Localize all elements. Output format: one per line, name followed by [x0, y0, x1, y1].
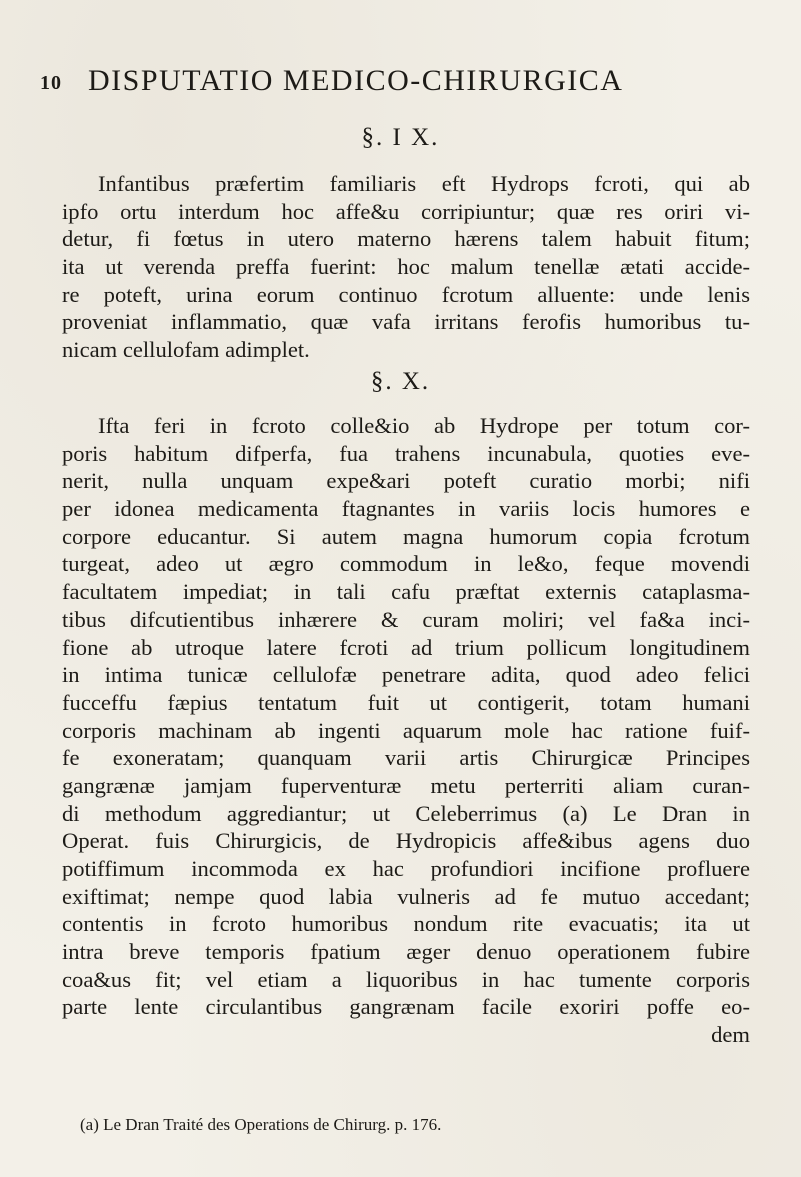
text-line: contentis in fcroto humoribus nondum rite evacuatis; ita ut: [62, 911, 750, 937]
text-line: exiftimat; nempe quod labia vulneris ad fe mutuo accedant;: [62, 883, 750, 909]
running-head: [40, 64, 780, 104]
text-line: fe exoneratam; quanquam varii artis Chirurgicæ Principes: [62, 745, 750, 771]
text-line: re poteft, urina eorum continuo fcrotum alluente: unde lenis: [62, 281, 750, 307]
text-line: fione ab utroque latere fcroti ad trium pollicum longitudinem: [62, 634, 750, 660]
text-line: parte lente circulantibus gangrænam facile exoriri poffe eo-: [62, 994, 750, 1020]
text-line: fucceffu fæpius tentatum fuit ut contigerit, totam humani: [62, 689, 750, 715]
section-heading-ix: §. I X.: [361, 124, 440, 151]
footnote: (a) Le Dran Traité des Operations de Chirurg. p. 176.: [80, 1115, 442, 1134]
text-line: corpore educantur. Si autem magna humorum copia fcrotum: [62, 523, 750, 549]
text-line: potiffimum incommoda ex hac profundiori incifione profluere: [62, 856, 750, 881]
text-line: intra breve temporis fpatium æger denuo operationem fubire: [62, 939, 750, 965]
text-line: corporis machinam ab ingenti aquarum mole hac ratione fuif-: [62, 717, 750, 743]
text-line: nerit, nulla unquam expe&ari poteft curatio morbi; nifi: [62, 468, 750, 494]
section-heading-x: §. X.: [370, 368, 431, 395]
text-line: gangrænæ jamjam fuperventuræ metu perterriti aliam curan-: [62, 772, 750, 798]
text-line: poris habitum difperfa, fua trahens incunabula, quoties eve-: [62, 440, 750, 466]
text-line: tibus difcutientibus inhærere & curam moliri; vel fa&a inci-: [62, 606, 750, 632]
text-line: detur, fi fœtus in utero materno hærens talem habuit fitum;: [62, 226, 750, 252]
running-title: DISPUTATIO MEDICO-CHIRURGICA: [88, 64, 624, 97]
page-number: 10: [40, 72, 62, 94]
paragraph-section-ix: [62, 170, 750, 364]
text-line: proveniat inflammatio, quæ vafa irritans ferofis humoribus tu-: [62, 309, 750, 335]
text-line: ipfo ortu interdum hoc affe&u corripiuntur; quæ res oriri vi-: [62, 198, 750, 224]
text-line: ita ut verenda preffa fuerint: hoc malum tenellæ ætati accide-: [62, 254, 750, 280]
text-line: nicam cellulofam adimplet.: [62, 337, 310, 363]
text-line: di methodum aggrediantur; ut Celeberrimus (a) Le Dran in: [62, 800, 750, 826]
catchword: dem: [711, 1022, 750, 1048]
text-line: coa&us fit; vel etiam a liquoribus in hac tumente corporis: [62, 966, 750, 992]
text-line: facultatem impediat; in tali cafu præftat externis cataplasma-: [62, 579, 750, 605]
text-line: in intima tunicæ cellulofæ penetrare adita, quod adeo felici: [62, 662, 750, 688]
text-line: Ifta feri in fcroto colle&io ab Hydrope per totum cor-: [98, 413, 750, 438]
text-line: turgeat, adeo ut ægro commodum in le&o, feque movendi: [62, 551, 750, 577]
text-line: Infantibus præfertim familiaris eft Hydrops fcroti, qui ab: [98, 171, 750, 196]
paragraph-section-x: [62, 412, 750, 1049]
text-line: per idonea medicamenta ftagnantes in variis locis humores e: [62, 496, 750, 522]
text-line: Operat. fuis Chirurgicis, de Hydropicis affe&ibus agens duo: [62, 828, 750, 854]
